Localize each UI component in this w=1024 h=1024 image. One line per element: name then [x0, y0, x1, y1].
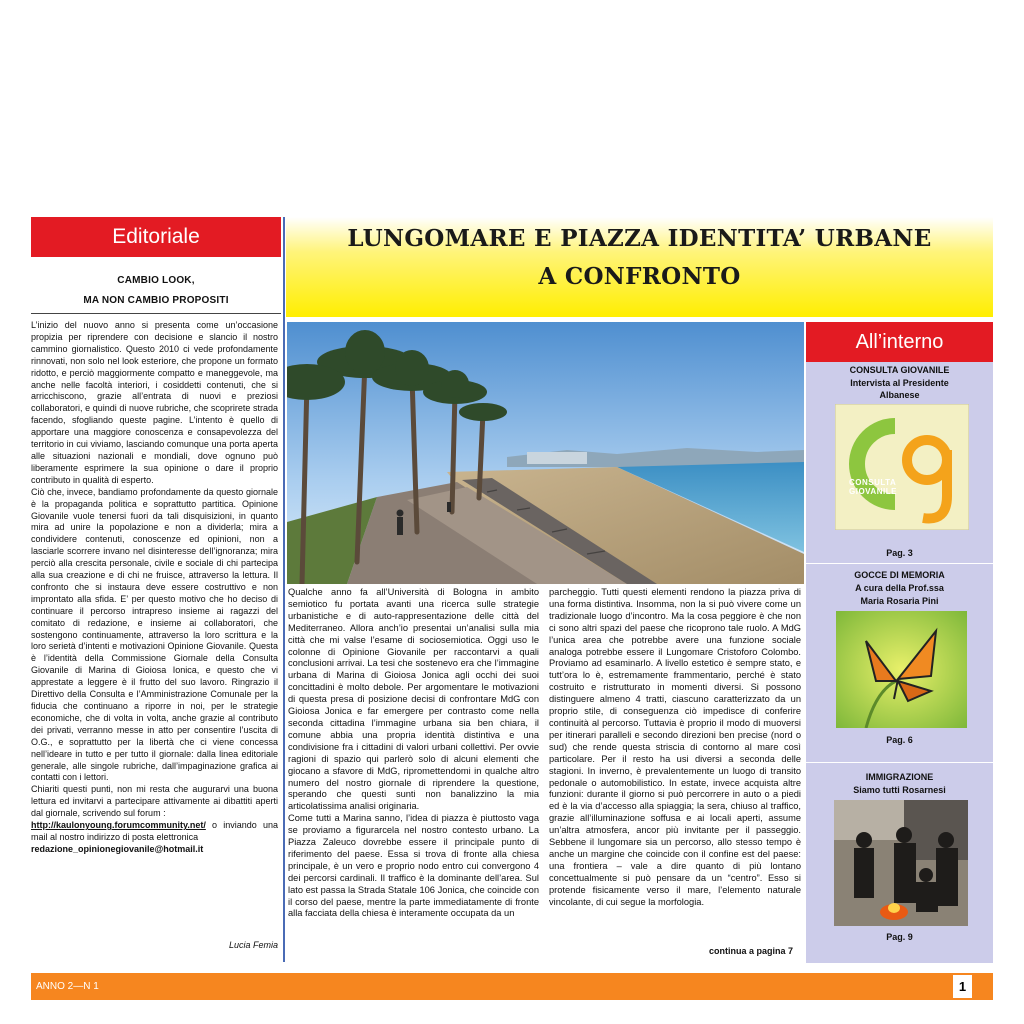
promenade-photo	[287, 322, 804, 584]
butterfly-illustration	[836, 611, 967, 728]
editorial-paragraph: Ciò che, invece, bandiamo profondamente da questo giornale è la propaganda politica e soprattutto partitica. Opinione Giovanile vuole tenersi fuori da tali disquisizioni, in quanto mira ad unire la popolazione e non a dividerla; mira a condividere contenuti, conoscenze ed opinioni, non a lasciarle scorrere invano nel disinteresse dell’ignoranza; mira perciò alla crescita personale, civile e sociale di chi partecipa alla sua creazione e di chi ne fruisce, attraverso la lettura. Il confronto che si instaura deve essere costruttivo e non improntato alla sfida. E’ per questo motivo che ho deciso di continuare il percorso intrapreso insieme ai ragazzi del comitato di redazione, e insieme ai collaboratori, che sostengono continuamente, attraverso la loro scrittura e la loro serietà d’intenti e motivazioni Opinione Giovanile. Questa è l’identità della Commissione Giornale della Consulta Giovanile di Marina di Gioiosa Ionica, e questo che vi apprestate a leggere è il frutto del suo lavoro. Ringrazio il Direttivo della Consulta e l’Amministrazione Comunale per la fiducia che continuano a riporre in noi, per le strategie economiche, che di volta in volta, anche grazie al contributo dei privati, verranno messe in atto per consentire l’uscita di O.G., e soprattutto per la libertà che ci viene concessa nell’ideare in tutto e per tutto il giornale: dalla linea editoriale generale, alle singole rubriche, dall’impaginazione grafica ai contatti con i lettori.	[31, 486, 278, 783]
headline-line2: A CONFRONTO	[538, 263, 741, 290]
sidebar-item-immigrazione-title[interactable]: IMMIGRAZIONE	[865, 772, 934, 782]
sidebar-separator	[806, 762, 993, 763]
consulta-logo-text: CONSULTA GIOVANILE	[849, 478, 897, 496]
sidebar-item-memoria-sub1: A cura della Prof.ssa	[855, 583, 944, 593]
footer-end-block	[975, 973, 993, 1000]
continue-link[interactable]: continua a pagina 7	[708, 946, 793, 956]
editorial-link-tail: o inviando una mail al nostro indirizzo di posta elettronica	[31, 820, 278, 842]
immigration-illustration	[834, 800, 968, 926]
editorial-signature: Lucia Femia	[228, 940, 278, 950]
editorial-paragraph: L’inizio del nuovo anno si presenta come un’occasione propizia per riprendere con decisione e slancio il nostro cammino giornalistico. Questo 2010 ci vede profondamente rinnovati, non solo nel look esteriore, che propone un formato ridotto, e perciò maggiormente compatto e maneggevole, ma anche nelle facoltà interiori, i cosiddetti contenuti, che si arricchiscono, grazie all’entrata di nuovi e preziosi collaboratori, e quindi di nuove rubriche, che scoprirete strada facendo, sfogliando queste pagine. L’intento è quello di apportare una maggiore conoscenza e consapevolezza del territorio in cui viviamo, lasciando comunque una porta aperta alle situazioni nazionali e mondiali, dove ognuno può liberamente esprimere la sua opinione o dare il proprio contributo in qualità di esperto.	[31, 320, 278, 485]
article-paragraph: Qualche anno fa all’Università di Bologna in ambito semiotico fu portata avanti una ricerca sulle strategie urbanistiche e di auto-rappresentazione delle città del Mediterraneo. Allora anch’io presentai un’analisi sulla mia città che mi valse l’esame di sociosemiotica. Oggi uso le colonne di Opinione Giovanile per raccontarvi a quali conclusioni arrivai. La tesi che sostenevo era che l’immagine urbana di Marina di Gioiosa Jonica agli occhi dei suoi concittadini è molto debole. Per argomentare le motivazioni di questa presa di posizione decisi di confrontare MdG con Gioiosa Jonica e far emergere per contrasto come nella seconda cittadina l’immagine urbana sia ben chiara, il comune abbia una propria identità distintiva e una condivisione fra i cittadini di valori urbani collettivi. Per ovvie ragioni di spazio qui parlerò solo di alcuni elementi che giocano a sfavore di MdG, ripromettendomi in qualche altro numero del nostro giornale di riprendere la questione, sperando che questi sunti non banalizzino la mia articolatissima analisi originaria.	[288, 587, 539, 812]
editorial-subtitle-line1: CAMBIO LOOK,	[117, 275, 195, 286]
issue-label: ANNO 2—N 1	[36, 981, 99, 992]
editorial-contact	[31, 820, 278, 844]
sidebar-item-memoria-sub2: Maria Rosaria Pini	[860, 596, 939, 606]
column-divider	[283, 217, 285, 962]
sidebar-heading: All’interno	[806, 322, 993, 362]
article-paragraph: Come tutti a Marina sanno, l’idea di piazza è piuttosto vaga se proviamo a figurarcela nel nostro contesto urbano. La Piazza Zaleuco dovrebbe essere il principale punto di riferimento del paese. Essa si trova di fronte alla chiesa principale, è un vero e proprio nodo entro cui convergono 4 dei percorsi cardinali. Il traffico è la dominante dell’area. Sul lato est passa la Strada Statale 106 Jonica, che coincide con il corso del paese, mentre la parte immediatamente di fronte alla facciata della chiesa è interamente occupata da un	[288, 813, 539, 919]
forum-link[interactable]: http://kaulonyoung.forumcommunity.net/	[31, 820, 206, 831]
editorial-subtitle	[31, 271, 281, 311]
promenade-photo-illustration	[287, 322, 804, 584]
butterfly-photo	[836, 611, 967, 728]
sidebar-item-memoria-page[interactable]: Pag. 6	[886, 735, 913, 745]
headline-banner	[286, 217, 993, 317]
sidebar-item-consulta-page[interactable]: Pag. 3	[886, 548, 913, 558]
editorial-body	[31, 320, 278, 856]
sidebar-item-consulta-title[interactable]: CONSULTA GIOVANILE	[849, 365, 950, 375]
headline-line1: LUNGOMARE E PIAZZA IDENTITA’ URBANE	[347, 225, 932, 252]
footer-bar	[31, 973, 975, 1000]
editorial-subtitle-line2: MA NON CAMBIO PROPOSITI	[83, 295, 229, 306]
consulta-logo	[835, 404, 969, 530]
editorial-paragraph: Chiariti questi punti, non mi resta che augurarvi una buona lettura ed invitarvi a partecipare attivamente ai dibattiti aperti dal giornale, scrivendo sul forum :	[31, 784, 278, 819]
editorial-heading: Editoriale	[31, 217, 281, 257]
article-column-1	[288, 587, 539, 920]
article-paragraph: parcheggio. Tutti questi elementi rendono la piazza priva di una forma distintiva. Insomma, non la si può vivere come un tradizionale luogo d’incontro. Ma la cosa peggiore è che non ci sono altri spazi del paese che ricoprono tale ruolo. A MdG l’unica area che potrebbe avere una funzione sociale analoga potrebbe essere il Lungomare Cristoforo Colombo. Proviamo ad esaminarlo. A livello estetico è sempre stato, e tutt’ora lo è, estremamente frammentario, perché è stato costruito e ristrutturato in momenti diversi. Si possono distinguere almeno 4 tratti, ciascuno caratterizzato da un proprio stile, di conseguenza ciò impedisce di conferire continuità al percorso. Tuttavia è proprio il modo di muoversi per itinerari paralleli e secondo direzioni ben precise (nord o sud) che rende questa striscia di contorno al mare così particolare. Per il resto ha usi diversi a seconda delle stagioni. In inverno, è prevalentemente un luogo di transito pedonale o automobilistico. In estate, invece acquista altre funzioni: durante il giorno si può percorrere in auto o a piedi ed è la via d’accesso alla spiaggia; la sera, chiuso al traffico, grazie all’illuminazione soffusa e ai locali aperti, assume un’altra atmosfera, ancor più invitante per il passeggio. Sebbene il lungomare sia un percorso, allo stesso tempo è anche un margine che coincide con il confine est del paese: una frontiera – vale a dire quanto di più lontano concettualmente si può pensare da un “centro”. Esso si protende fisicamente verso il mare, l’elemento naturale vincolante, di cui segue la morfologia.	[549, 587, 801, 907]
immigration-photo	[834, 800, 968, 926]
sidebar-item-immigrazione-sub1: Siamo tutti Rosarnesi	[853, 785, 946, 795]
sidebar-item-immigrazione-page[interactable]: Pag. 9	[886, 932, 913, 942]
sidebar-item-consulta-sub2: Albanese	[879, 390, 920, 400]
page-number: 1	[953, 975, 972, 998]
editorial-divider	[31, 313, 281, 314]
consulta-logo-graphic	[835, 404, 969, 530]
editorial-email[interactable]: redazione_opinionegiovanile@hotmail.it	[31, 843, 204, 854]
sidebar-separator	[806, 563, 993, 564]
sidebar-item-consulta-sub1: Intervista al Presidente	[850, 378, 949, 388]
article-column-2	[549, 587, 801, 908]
sidebar-item-memoria-title[interactable]: GOCCE DI MEMORIA	[854, 570, 945, 580]
